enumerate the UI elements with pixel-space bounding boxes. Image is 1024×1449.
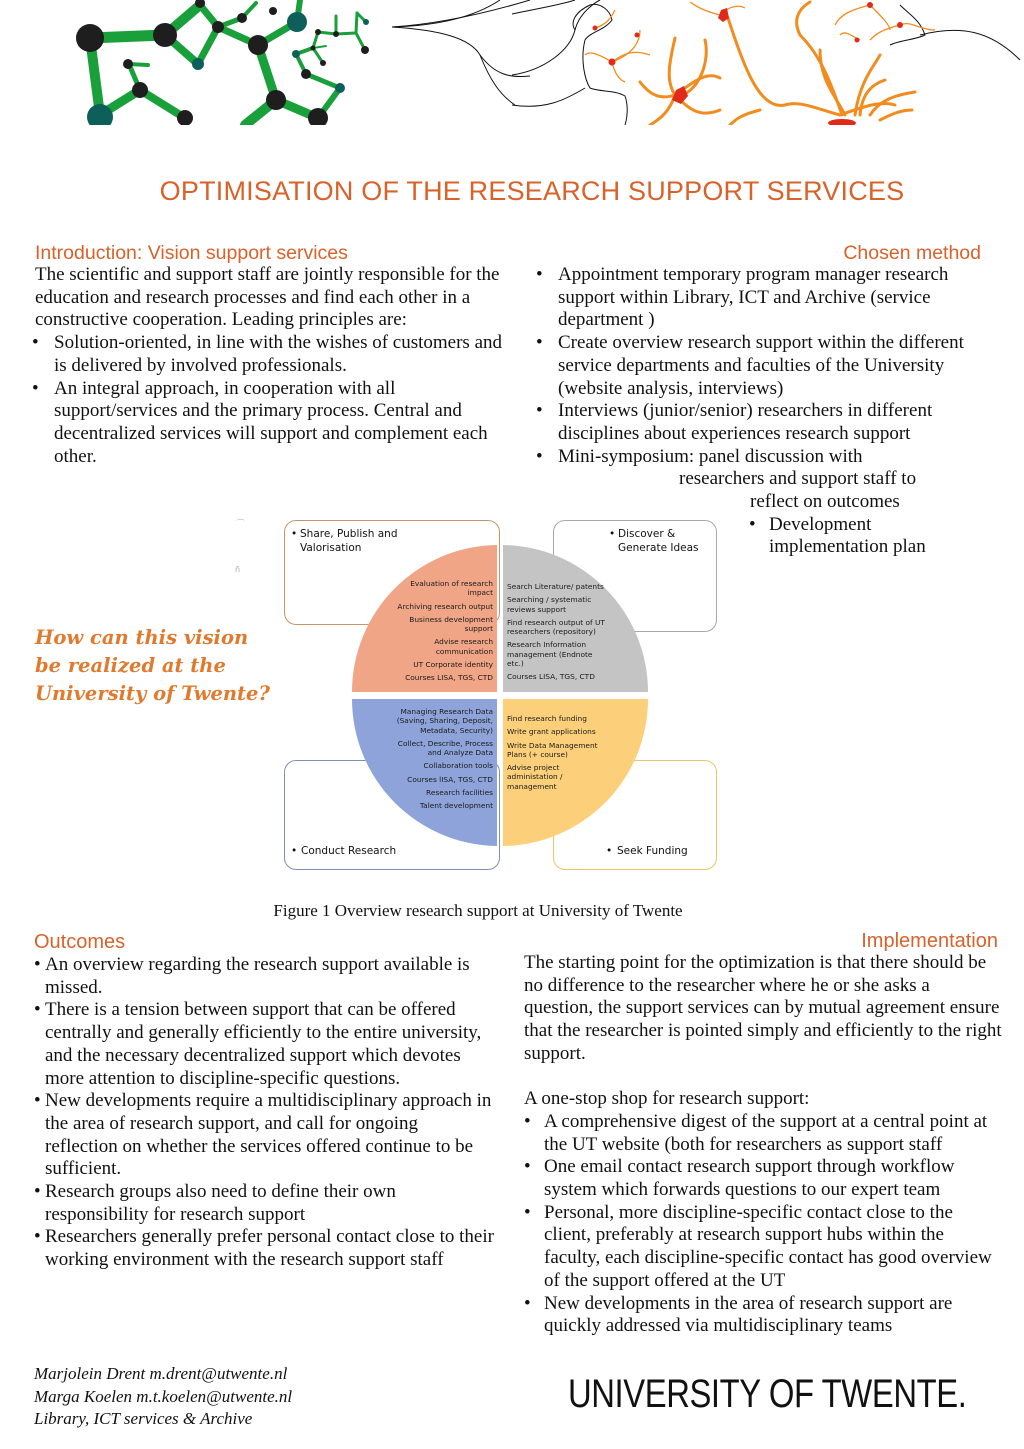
method-continuation-1: researchers and support staff to [679,468,917,490]
quadrant-seek-funding-items: Find research funding Write grant applications Write Data Management Plans (+ course) Advise project administation / management [507,714,598,791]
quadrant-share-publish-items: Evaluation of research impact Archiving research output Business development support Advise research communication UT Corporate identity Courses LISA, TGS, CTD [397,579,493,683]
figure-caption: Figure 1 Overview research support at University of Twente [273,901,683,920]
bullet-icon: • [34,954,41,975]
bullet-icon: • [291,845,298,857]
outcomes-bullet: • Research groups also need to define their own responsibility for research support [34,1181,396,1225]
implementation-section [524,930,1002,1338]
bullet-icon: • [536,332,543,354]
method-bullet: • Interviews (junior/senior) researchers in different disciplines about experiences research support [536,400,933,444]
artifact-mark: ñ [235,565,241,574]
quadrant-conduct-research-items: Managing Research Data (Saving, Sharing, Deposit, Metadata, Security) Collect, Describe, Process and Analyze Data Collaboration tools Courses lISA, TGS, CTD Research facilities Talent development [396,707,493,811]
poster-title: OPTIMISATION OF THE RESEARCH SUPPORT SERVICES [159,176,905,206]
author-contacts [34,1363,292,1431]
method-heading: Chosen method [843,242,981,264]
bullet-icon: • [34,1181,41,1203]
bullet-icon: • [34,1226,41,1248]
outcomes-bullet: • New developments require a multidisciplinary approach in the area of research support, and call for ongoing reflection on whether the services offered continue to be sufficient. [34,1090,492,1180]
box-share-publish-valorisation: • Share, Publish and Valorisation [284,520,500,625]
method-bullet: • Appointment temporary program manager research support within Library, ICT and Archive (service department ) [536,264,949,331]
box-seek-funding: • Seek Funding [553,760,717,870]
bullet-icon: • [606,845,613,857]
intro-paragraph: The scientific and support staff are jointly responsible for the education and research processes and find each other in a constructive cooperation. Leading principles are: [35,264,500,331]
implementation-bullet: • New developments in the area of research support are quickly addressed via multidisciplinary teams [524,1292,953,1337]
outcomes-bullet: • Researchers generally prefer personal contact close to their working environment with the research support staff [34,1226,494,1271]
quadrant-discover-items: Search Literature/ patents Searching / systematic reviews support Find research output of UT researchers (repository) Research Information management (Endnote etc.) Courses LISA, TGS, CTD [507,582,605,682]
box-discover-generate-ideas: • Discover & Generate Ideas [553,520,717,632]
method-sub-bullet: • Development implementation plan [749,513,926,558]
implementation-heading: Implementation [861,930,998,952]
bullet-icon: • [32,332,39,354]
method-bullet: • Mini-symposium: panel discussion with [536,445,863,467]
bullet-icon: • [609,528,616,540]
bullet-icon: • [524,1110,531,1132]
artifact-mark: ⌒ [236,520,246,530]
bullet-icon: • [524,1292,531,1314]
implementation-bullet: • One email contact research support through workflow system which forwards questions to our expert team [524,1156,955,1201]
bullet-icon: • [291,528,298,540]
outcomes-heading: Outcomes [34,931,126,953]
author-2: Marga Koelen m.t.koelen@utwente.nl [34,1386,293,1406]
author-1: Marjolein Drent m.drent@utwente.nl [34,1364,288,1383]
implementation-bullet: • Personal, more discipline-specific contact close to the client, preferably at research support hubs within the faculty, each discipline-specific contact has good overview of the support offered at the UT [524,1201,992,1291]
bullet-icon: • [34,1090,41,1112]
university-logo: UNIVERSITY OF TWENTE. [568,1372,967,1416]
outcomes-bullet-list [34,954,494,1272]
implementation-bullet: • A comprehensive digest of the support at a central point at the UT website (both for researchers as support staff [524,1110,988,1155]
intro-bullet: • Solution-oriented, in line with the wishes of customers and is delivered by involved professionals. [32,332,503,376]
bullet-icon: • [536,445,543,467]
bullet-icon: • [749,513,756,535]
intro-bullet: • An integral approach, in cooperation with all support/services and the primary process. Central and decentralized services will support and complement each other. [32,377,488,467]
implementation-bullet-list [524,1111,1002,1338]
outcomes-section [34,930,494,1272]
bullet-icon: • [32,377,39,399]
intro-heading: Introduction: Vision support services [35,242,348,264]
method-bullet: • Create overview research support within the different service departments and faculties of the University (website analysis, interviews) [536,332,964,399]
bullet-icon: • [34,999,41,1021]
bullet-icon: • [524,1201,531,1223]
bullet-icon: • [524,1156,531,1178]
outcomes-bullet: • An overview regarding the research support available is missed. [34,954,470,998]
bullet-icon: • [536,400,543,422]
implementation-paragraph: The starting point for the optimization is that there should be no difference to the researcher where he or she asks a question, the support services can by mutual agreement ensure that the researcher is pointed simply and efficiently to the right support. [524,952,1002,1064]
method-continuation-2: reflect on outcomes [750,491,900,513]
box-conduct-research: • Conduct Research [284,760,500,870]
outcomes-bullet: • There is a tension between support that can be offered centrally and generally efficiently to the entire university, and the necessary decentralized support which devotes more attention to discipline-specific questions. [34,999,482,1089]
vision-question: How can this vision be realized at the University of Twente? [35,626,270,705]
implementation-list-intro: A one-stop shop for research support: [524,1088,810,1110]
bullet-icon: • [536,264,543,285]
department: Library, ICT services & Archive [34,1409,253,1428]
